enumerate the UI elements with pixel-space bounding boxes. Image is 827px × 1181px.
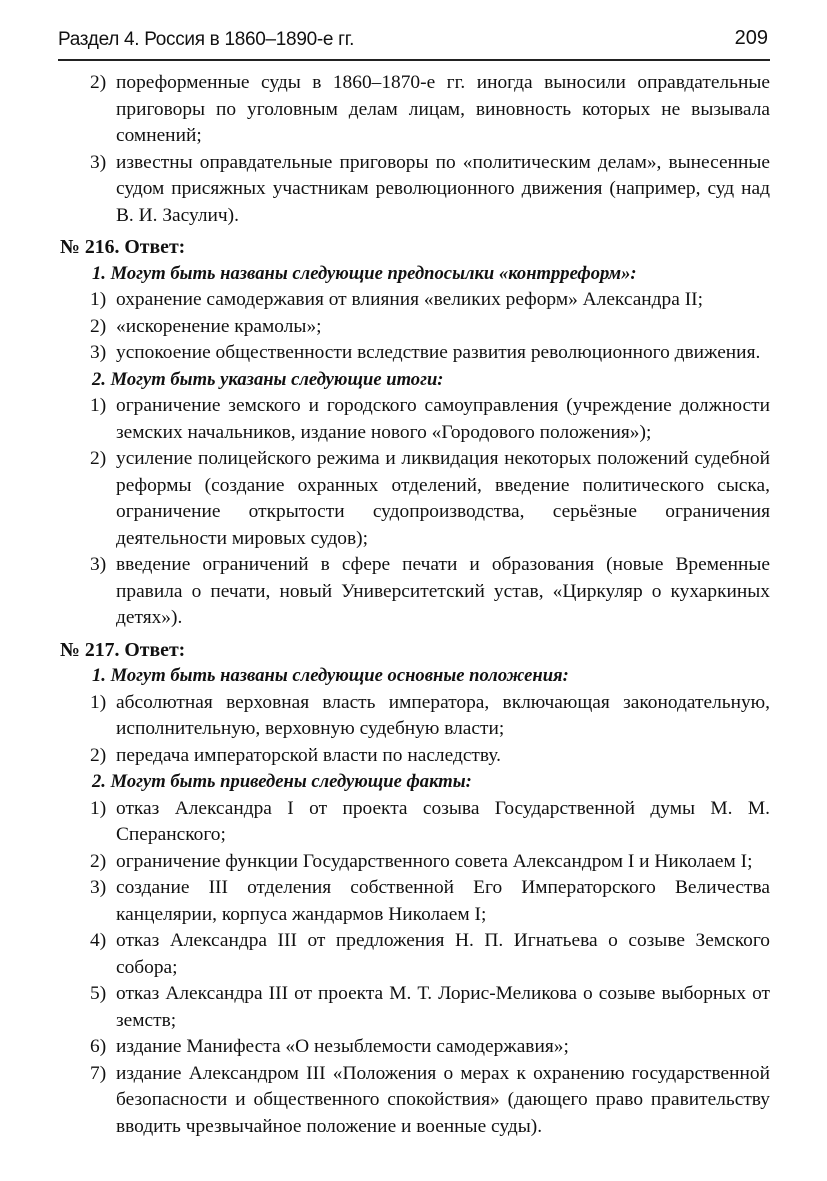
item-number: 2) xyxy=(90,72,107,93)
item-text: передача императорской власти по наследству. xyxy=(116,744,501,766)
list-item xyxy=(90,446,770,552)
item-number: 1) xyxy=(90,797,107,819)
item-text: отказ Александра III от предложения Н. П. Игнатьева о созыве Земского собора; xyxy=(116,930,770,978)
list-item xyxy=(90,287,770,314)
item-number: 1) xyxy=(90,691,107,713)
list-item xyxy=(90,340,770,367)
list-item xyxy=(90,981,770,1034)
item-number: 2) xyxy=(90,315,107,337)
item-text: создание III отделения собственной Его Императорского Величества канцелярии, корпуса жандармов Николаем I; xyxy=(116,877,770,925)
item-number: 7) xyxy=(90,1062,107,1084)
running-header xyxy=(58,26,770,60)
item-text: охранение самодержавия от влияния «великих реформ» Александра II; xyxy=(116,289,704,310)
item-number: 1) xyxy=(90,395,107,416)
list-item xyxy=(90,150,770,230)
item-number: 2) xyxy=(90,448,107,469)
item-number: 4) xyxy=(90,930,107,951)
item-number: 3) xyxy=(90,877,107,898)
item-number: 6) xyxy=(90,1036,107,1057)
list-item xyxy=(90,1061,770,1141)
list-item xyxy=(90,849,770,876)
answer-217-part1-heading: 1. Могут быть названы следующие основные положения: xyxy=(92,665,569,686)
item-number: 2) xyxy=(90,744,107,766)
answer-216-part2-heading: 2. Могут быть указаны следующие итоги: xyxy=(92,368,444,390)
list-item xyxy=(90,70,770,150)
page-content xyxy=(60,70,770,1140)
item-text: «искоренение крамолы»; xyxy=(116,315,322,337)
item-text: усиление полицейского режима и ликвидация некоторых положений судебной реформы (создание охранных отделений, введение политического сыска, ограничение открытости судопроизводства, серьёзные ограничения деятельности мировых судов); xyxy=(116,448,770,549)
section-title: Раздел 4. Россия в 1860–1890-е гг. xyxy=(58,29,355,50)
item-text: успокоение общественности вследствие развития революционного движения. xyxy=(116,342,761,363)
answer-216-heading: № 216. Ответ: xyxy=(60,236,186,258)
list-item xyxy=(90,928,770,981)
item-text: абсолютная верховная власть императора, включающая законодательную, исполнительную, верховную судебную власти; xyxy=(116,691,770,739)
list-item xyxy=(90,314,770,341)
item-text: отказ Александра I от проекта созыва Государственной думы М. М. Сперанского; xyxy=(116,797,770,845)
item-number: 1) xyxy=(90,289,107,310)
item-text: отказ Александра III от проекта М. Т. Лорис-Меликова о созыве выборных от земств; xyxy=(116,983,770,1031)
answer-216-part1-heading: 1. Могут быть названы следующие предпосылки «контрреформ»: xyxy=(92,262,637,284)
page-number: 209 xyxy=(734,27,768,49)
item-text: ограничение функции Государственного совета Александром I и Николаем I; xyxy=(116,850,753,872)
item-number: 3) xyxy=(90,554,107,575)
item-number: 3) xyxy=(90,342,107,363)
list-item xyxy=(90,393,770,446)
list-item xyxy=(90,690,770,743)
list-item xyxy=(90,743,770,770)
answer-217-heading: № 217. Ответ: xyxy=(60,638,186,661)
list-item xyxy=(90,552,770,632)
list-item xyxy=(90,796,770,849)
item-number: 2) xyxy=(90,850,107,872)
item-text: издание Александром III «Положения о мерах к охранению государственной безопасности и общественного спокойствия» (дающего право правительству вводить чрезвычайное положение и военные суды). xyxy=(116,1062,770,1137)
item-text: пореформенные суды в 1860–1870-е гг. иногда выносили оправдательные приговоры по уголовным делам лицам, виновность которых не вызывала сомнений; xyxy=(116,72,770,146)
item-text: ограничение земского и городского самоуправления (учреждение должности земских начальников, издание нового «Городового положения»); xyxy=(116,395,770,443)
item-number: 5) xyxy=(90,983,107,1004)
item-text: известны оправдательные приговоры по «политическим делам», вынесенные судом присяжных участникам революционного движения (например, суд над В. И. Засулич). xyxy=(116,151,770,226)
answer-217-part2-heading: 2. Могут быть приведены следующие факты: xyxy=(92,771,472,792)
list-item xyxy=(90,1034,770,1061)
item-number: 3) xyxy=(90,151,107,173)
item-text: введение ограничений в сфере печати и образования (новые Временные правила о печати, новый Университетский устав, «Циркуляр о кухаркиных детях»). xyxy=(116,554,770,628)
list-item xyxy=(90,875,770,928)
header-rule xyxy=(58,59,770,61)
item-text: издание Манифеста «О незыблемости самодержавия»; xyxy=(116,1036,569,1057)
